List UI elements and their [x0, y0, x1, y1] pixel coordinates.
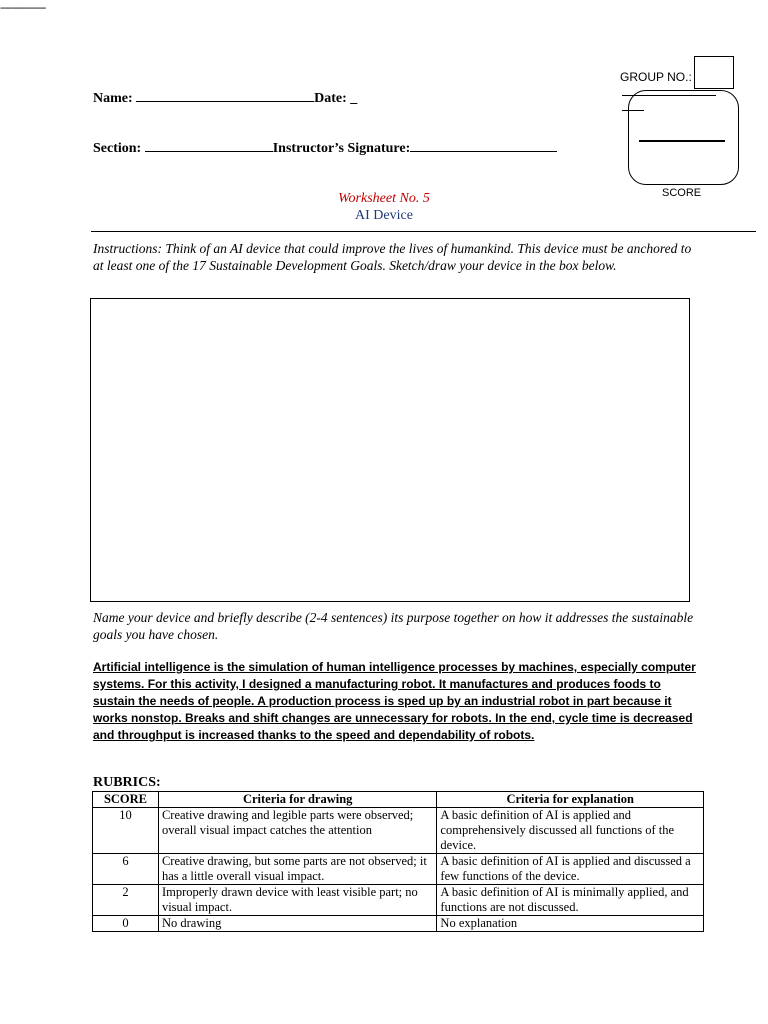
- page-marker: -----------------: [0, 2, 46, 14]
- worksheet-subtitle: AI Device: [355, 208, 413, 223]
- worksheet-title: Worksheet No. 5: [338, 191, 430, 206]
- table-header-row: [93, 792, 704, 808]
- table-row: [93, 885, 704, 916]
- row-score: 2: [93, 885, 159, 916]
- table-row: [93, 854, 704, 885]
- score-label: SCORE: [662, 187, 702, 199]
- describe-prompt: Name your device and briefly describe (2-4 sentences) its purpose together on how it addresses the sustainable goals you have chosen.: [93, 610, 694, 642]
- row-drawing: Creative drawing and legible parts were observed; overall visual impact catches the attention: [158, 808, 436, 854]
- header-score: SCORE: [93, 792, 159, 808]
- row-score: 10: [93, 808, 159, 854]
- header-explanation: Criteria for explanation: [437, 792, 704, 808]
- row-explanation: A basic definition of AI is minimally applied, and functions are not discussed.: [437, 885, 704, 916]
- row-drawing: No drawing: [158, 916, 436, 932]
- row-drawing: Creative drawing, but some parts are not observed; it has a little overall visual impact.: [158, 854, 436, 885]
- name-date-row: [93, 89, 357, 107]
- row-score: 6: [93, 854, 159, 885]
- table-row: [93, 808, 704, 854]
- name-label: Name:: [93, 91, 133, 106]
- drawing-box[interactable]: [90, 298, 690, 602]
- answer-text: Artificial intelligence is the simulation of human intelligence processes by machines, especially computer systems. For this activity, I designed a manufacturing robot. It manufactures and produces foods to sustain the needs of people. A production process is sped up by an industrial robot in part because it works nonstop. Breaks and shift changes are unnecessary for robots. In the end, cycle time is decreased and throughput is increased thanks to the speed and dependability of robots.: [93, 660, 696, 742]
- group-number-box[interactable]: [694, 56, 734, 89]
- title-rule: [91, 231, 756, 232]
- instructions: Instructions: Think of an AI device that could improve the lives of humankind. This device must be anchored to at least one of the 17 Sustainable Development Goals. Sketch/draw your device in the box below.: [93, 241, 692, 273]
- section-signature-row: [93, 139, 557, 157]
- row-drawing: Improperly drawn device with least visible part; no visual impact.: [158, 885, 436, 916]
- score-box[interactable]: [628, 90, 739, 185]
- table-row: [93, 916, 704, 932]
- section-blank[interactable]: [145, 139, 273, 152]
- rubrics-table: [92, 791, 704, 932]
- score-line: [639, 140, 725, 142]
- section-label: Section:: [93, 141, 142, 156]
- group-label: GROUP NO.:: [620, 70, 692, 84]
- rubrics-title: RUBRICS:: [93, 775, 161, 790]
- name-blank[interactable]: [136, 89, 314, 102]
- signature-blank[interactable]: [410, 139, 557, 152]
- row-explanation: A basic definition of AI is applied and discussed a few functions of the device.: [437, 854, 704, 885]
- signature-label: Instructor’s Signature:: [272, 141, 411, 156]
- row-explanation: No explanation: [437, 916, 704, 932]
- header-drawing: Criteria for drawing: [158, 792, 436, 808]
- row-explanation: A basic definition of AI is applied and comprehensively discussed all functions of the device.: [437, 808, 704, 854]
- row-score: 0: [93, 916, 159, 932]
- date-label: Date: _: [314, 91, 358, 106]
